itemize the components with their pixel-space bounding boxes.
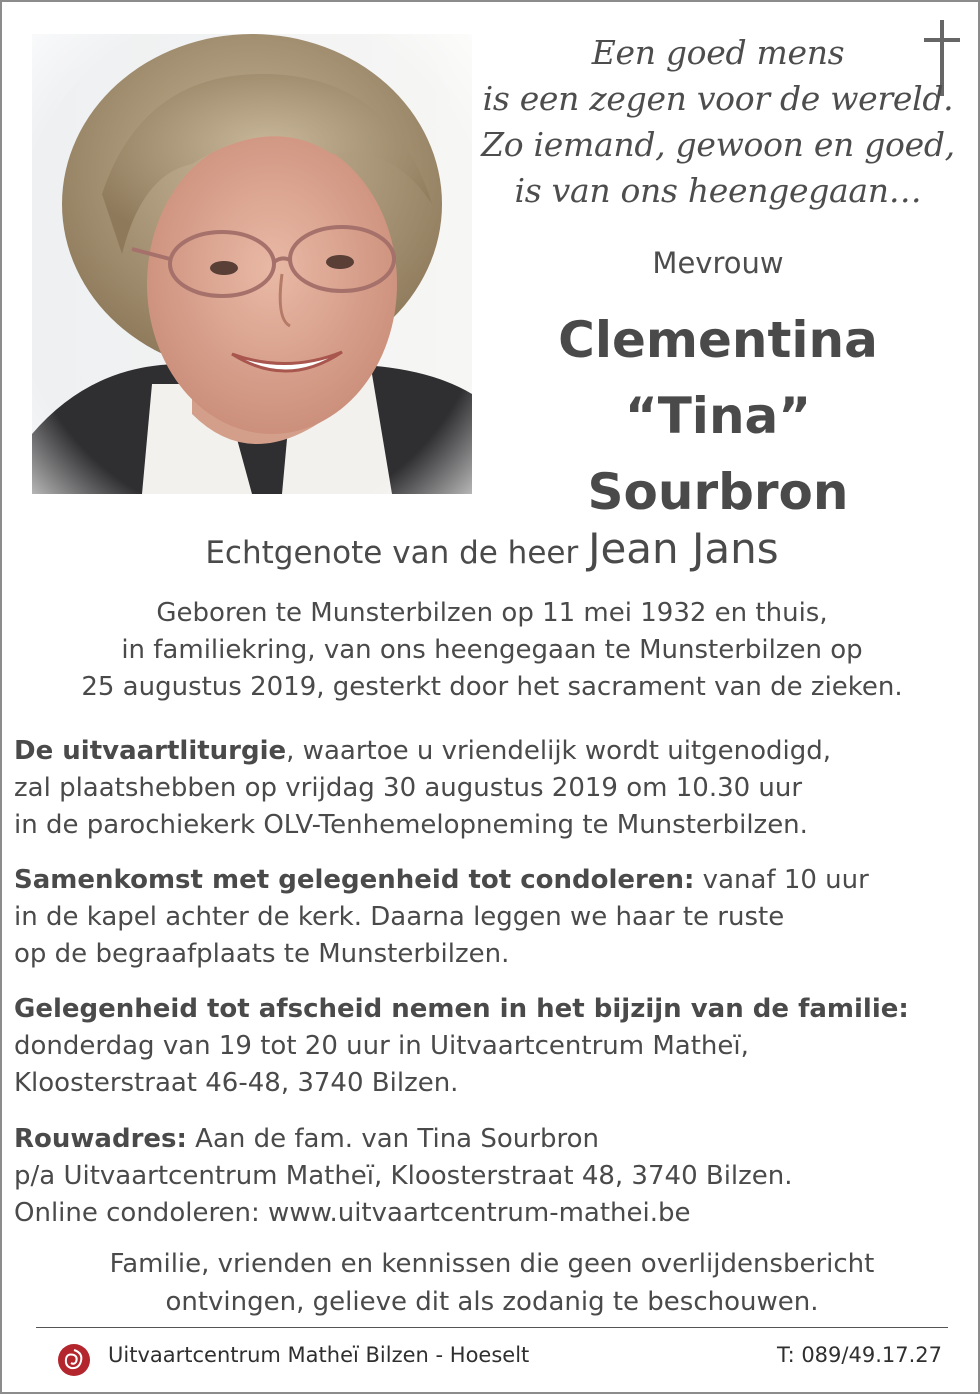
gathering-heading: Samenkomst met gelegenheid tot condoleren:	[14, 865, 695, 895]
gathering-paragraph	[14, 862, 974, 973]
rose-logo-icon	[57, 1343, 91, 1377]
address-paragraph	[14, 1121, 974, 1232]
husband-name: Jean Jans	[588, 524, 779, 573]
deceased-name	[478, 302, 958, 530]
poem-line: is een zegen voor de wereld.	[482, 79, 954, 118]
funeral-line-2: zal plaatshebben op vrijdag 30 augustus 2019 om 10.30 uur	[14, 773, 803, 803]
farewell-heading: Gelegenheid tot afscheid nemen in het bijzijn van de familie:	[14, 994, 909, 1024]
nickname: “Tina”	[624, 387, 812, 445]
footer-divider	[36, 1327, 948, 1328]
farewell-line-3: Kloosterstraat 46-48, 3740 Bilzen.	[14, 1068, 459, 1098]
funeral-paragraph	[14, 733, 974, 844]
funeral-home-name: Uitvaartcentrum Matheï Bilzen - Hoeselt	[108, 1343, 530, 1367]
funeral-home-phone: T: 089/49.17.27	[777, 1343, 942, 1367]
poem-line: Een goed mens	[591, 33, 845, 72]
salutation: Mevrouw	[652, 246, 784, 280]
funeral-heading: De uitvaartliturgie	[14, 736, 287, 766]
birth-death-details	[2, 595, 980, 706]
funeral-line-1: , waartoe u vriendelijk wordt uitgenodigd,	[286, 736, 832, 766]
gathering-line-1: vanaf 10 uur	[694, 865, 869, 895]
portrait-photo	[32, 34, 472, 494]
spouse-line	[2, 524, 980, 573]
gathering-line-2: in de kapel achter de kerk. Daarna leggen we haar te ruste	[14, 902, 785, 932]
closing-line: Familie, vrienden en kennissen die geen overlijdensbericht	[109, 1249, 875, 1279]
funeral-line-3: in de parochiekerk OLV-Tenhemelopneming te Munsterbilzen.	[14, 810, 808, 840]
online-condolence-line: Online condoleren: www.uitvaartcentrum-mathei.be	[14, 1198, 691, 1228]
portrait-illustration	[32, 34, 472, 494]
detail-line: in familiekring, van ons heengegaan te Munsterbilzen op	[121, 635, 863, 665]
gathering-line-3: op de begraafplaats te Munsterbilzen.	[14, 939, 510, 969]
first-name: Clementina	[558, 311, 878, 369]
detail-line: 25 augustus 2019, gesterkt door het sacrament van de zieken.	[81, 672, 903, 702]
farewell-paragraph	[14, 991, 974, 1102]
closing-note	[2, 1245, 980, 1321]
last-name: Sourbron	[587, 463, 849, 521]
poem-line: Zo iemand, gewoon en goed,	[481, 125, 955, 164]
address-heading: Rouwadres:	[14, 1124, 187, 1154]
detail-line: Geboren te Munsterbilzen op 11 mei 1932 en thuis,	[156, 598, 828, 628]
address-line-2: p/a Uitvaartcentrum Matheï, Kloosterstraat 48, 3740 Bilzen.	[14, 1161, 793, 1191]
farewell-line-2: donderdag van 19 tot 20 uur in Uitvaartcentrum Matheï,	[14, 1031, 749, 1061]
poem-line: is van ons heengegaan…	[514, 171, 922, 210]
address-line-1: Aan de fam. van Tina Sourbron	[186, 1124, 599, 1154]
closing-line: ontvingen, gelieve dit als zodanig te beschouwen.	[165, 1287, 819, 1317]
poem	[478, 30, 958, 214]
spouse-prefix: Echtgenote van de heer	[205, 535, 579, 571]
